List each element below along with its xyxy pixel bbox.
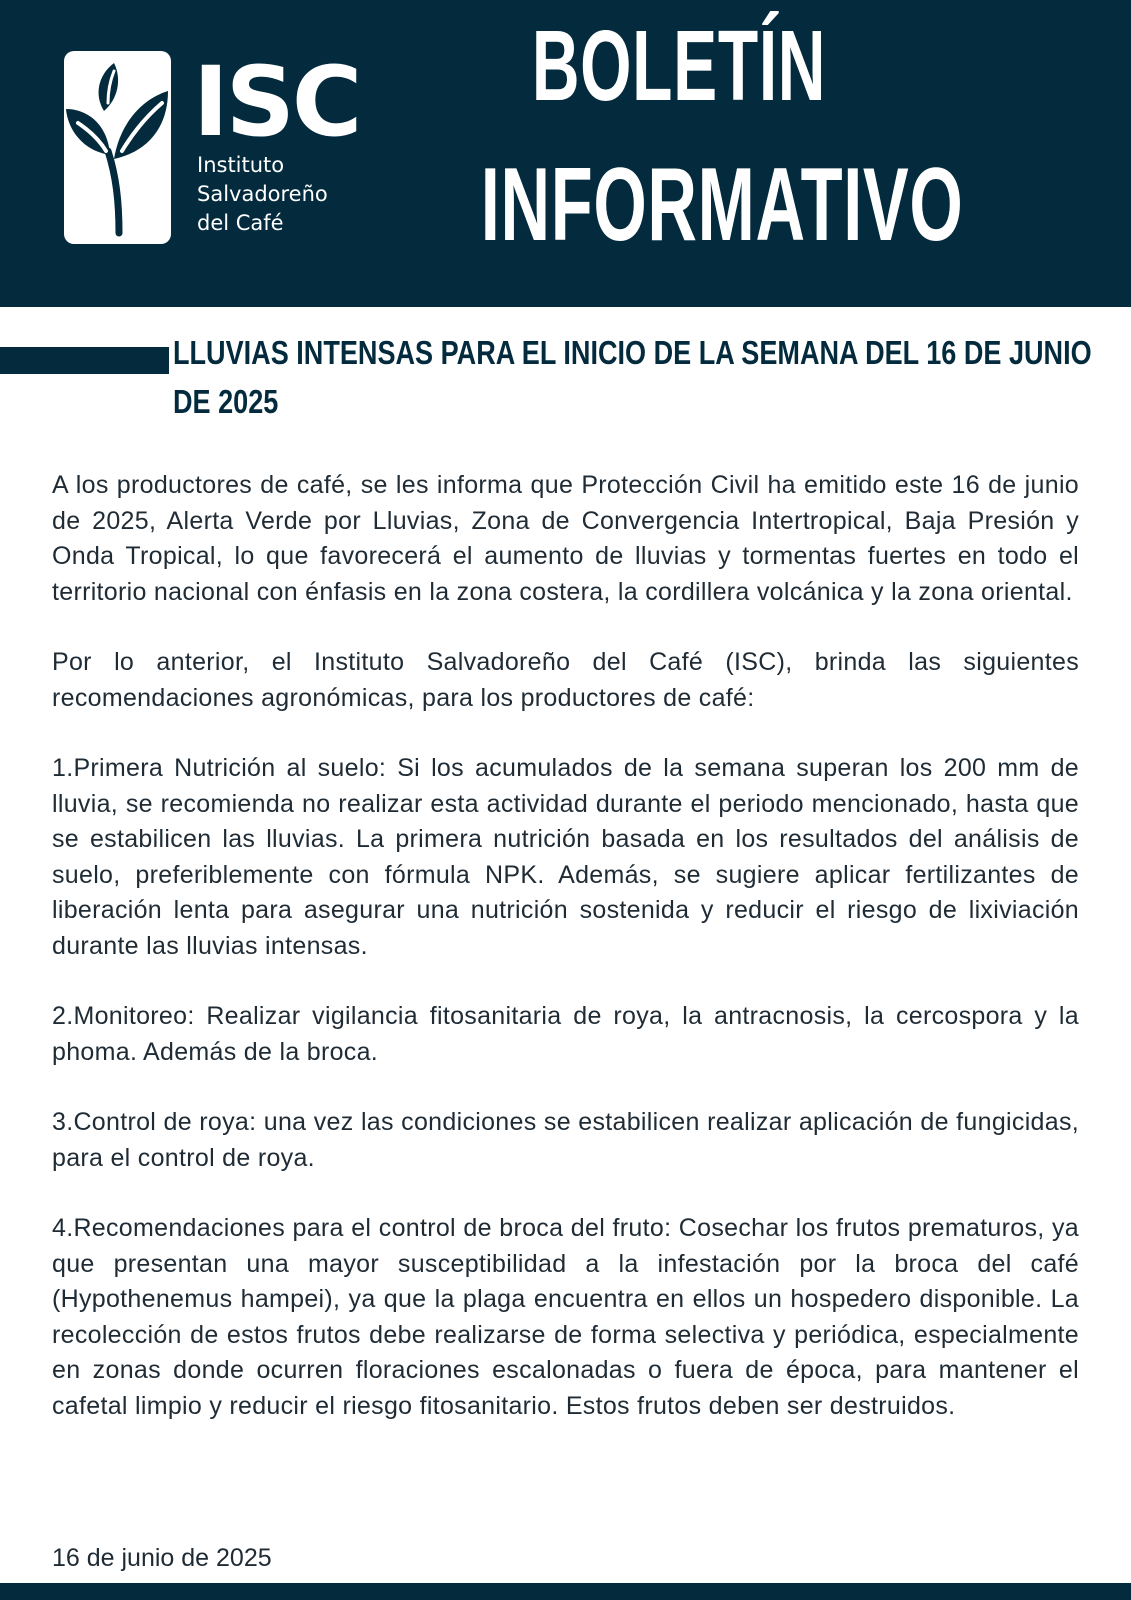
paragraph-rust-control: 3.Control de roya: una vez las condiciones se estabilicen realizar aplicación de fungicidas, para el control de roya. <box>52 1108 1079 1172</box>
bulletin-body <box>52 468 1079 1424</box>
logo-acronym: ISC <box>193 46 360 158</box>
coffee-plant-icon <box>64 51 171 244</box>
paragraph-intro: A los productores de café, se les informa que Protección Civil ha emitido este 16 de junio de 2025, Alerta Verde por Lluvias, Zona de Convergencia Intertropical, Baja Presión y Onda Tropical, lo que favorecerá el aumento de lluvias y tormentas fuertes en todo el territorio nacional con énfasis en la zona costera, la cordillera volcánica y la zona oriental. <box>52 471 1079 606</box>
footer-bar <box>0 1583 1131 1600</box>
bulletin-title-line-1: BOLETÍN <box>531 10 827 122</box>
headline <box>173 328 1098 426</box>
publication-date: 16 de junio de 2025 <box>52 1544 272 1572</box>
headline-line-1: LLUVIAS INTENSAS PARA EL INICIO DE LA SEMANA DEL 16 DE JUNIO <box>173 334 1092 371</box>
bulletin-title-line-2: INFORMATIVO <box>480 147 964 263</box>
logo-name-line-3: del Café <box>197 211 284 235</box>
logo-name-line-2: Salvadoreño <box>197 182 328 206</box>
headline-accent-bar <box>0 347 169 374</box>
logo-name-line-1: Instituto <box>197 153 285 177</box>
paragraph-borer-control: 4.Recomendaciones para el control de broca del fruto: Cosechar los frutos prematuros, ya que presentan una mayor susceptibilidad a la infestación por la broca del café (Hypothenemus hampei), ya que la plaga encuentra en ellos un hospedero disponible. La recolección de estos frutos debe realizarse de forma selectiva y periódica, especialmente en zonas donde ocurren floraciones escalonadas o fuera de época, para mantener el cafetal limpio y reducir el riesgo fitosanitario. Estos frutos deben ser destruidos. <box>52 1214 1079 1420</box>
headline-line-2: DE 2025 <box>173 383 279 420</box>
paragraph-monitoring: 2.Monitoreo: Realizar vigilancia fitosanitaria de roya, la antracnosis, la cercospora y la phoma. Además de la broca. <box>52 1002 1079 1066</box>
paragraph-nutrition: 1.Primera Nutrición al suelo: Si los acumulados de la semana superan los 200 mm de lluvia, se recomienda no realizar esta actividad durante el periodo mencionado, hasta que se estabilicen las lluvias. La primera nutrición basada en los resultados del análisis de suelo, preferiblemente con fórmula NPK. Además, se sugiere aplicar fertilizantes de liberación lenta para asegurar una nutrición sostenida y reducir el riesgo de lixiviación durante las lluvias intensas. <box>52 754 1079 960</box>
paragraph-recommendations-intro: Por lo anterior, el Instituto Salvadoreño del Café (ISC), brinda las siguientes recomendaciones agronómicas, para los productores de café: <box>52 648 1079 712</box>
header-banner <box>0 0 1131 307</box>
